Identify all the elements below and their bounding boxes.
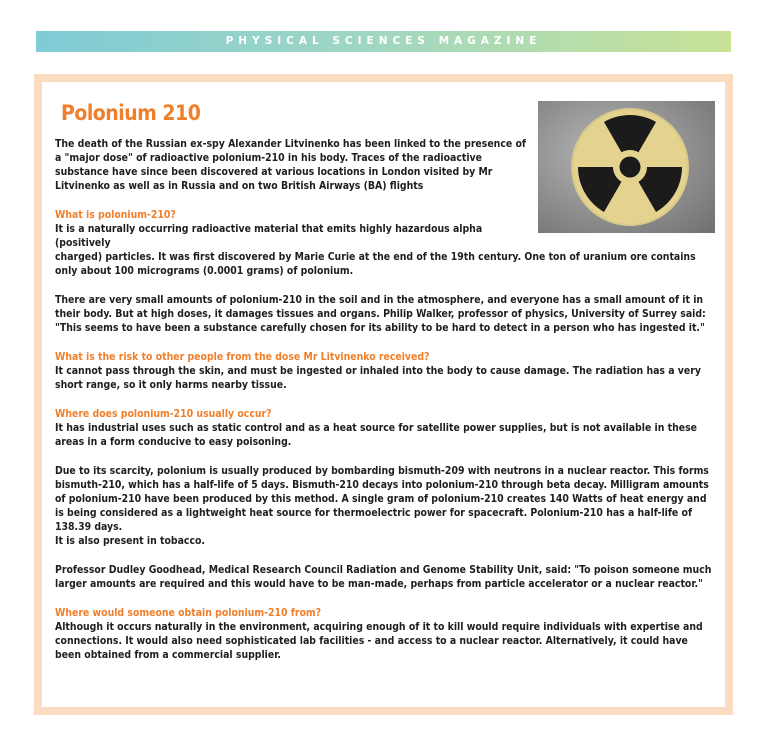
paragraph: It cannot pass through the skin, and must be ingested or inhaled into the body to cause damage. The radiation has a very short range, so it only harms nearby tissue. (55, 365, 701, 391)
paragraph: It is also present in tobacco. (55, 535, 205, 547)
section-heading: Where would someone obtain polonium-210 from? (55, 607, 322, 619)
paragraph: There are very small amounts of polonium-210 in the soil and in the atmosphere, and everyone has a small amount of it in their body. But at high doses, it damages tissues and organs. Philip Walker, professor of physics, University of Surrey said: "This seems to have been a substance carefully chosen for its ability to be hard to detect in a person who has ingested it." (55, 294, 706, 334)
section-heading: What is polonium-210? (55, 209, 176, 221)
article-title: Polonium 210 (61, 101, 201, 125)
article-content (55, 137, 715, 662)
spacer (55, 278, 715, 293)
paragraph: It has industrial uses such as static control and as a heat source for satellite power supplies, but is not available in these areas in a form conducive to easy poisoning. (55, 422, 698, 448)
magazine-banner: PHYSICAL SCIENCES MAGAZINE (36, 31, 731, 52)
spacer (55, 548, 715, 563)
paragraph: charged) particles. It was first discovered by Marie Curie at the end of the 19th century. One ton of uranium ore contains only about 100 micrograms (0.0001 grams) of polonium. (55, 251, 696, 277)
spacer (55, 449, 715, 464)
section-lead: It is a naturally occurring radioactive material that emits highly hazardous alpha (positively (55, 223, 483, 249)
spacer (55, 335, 715, 350)
section-heading: Where does polonium-210 usually occur? (55, 408, 272, 420)
paragraph: Due to its scarcity, polonium is usually produced by bombarding bismuth-209 with neutrons in a nuclear reactor. This forms bismuth-210, which has a half-life of 5 days. Bismuth-210 decays into polonium-210 through beta decay. Milligram amounts of polonium-210 have been produced by this method. A single gram of polonium-210 creates 140 Watts of heat energy and is being considered as a lightweight heat source for thermoelectric power for spacecraft. Polonium-210 has a half-life of 138.39 days. (55, 465, 709, 533)
paragraph: Although it occurs naturally in the environment, acquiring enough of it to kill would require individuals with expertise and connections. It would also need sophisticated lab facilities - and access to a nuclear reactor. Alternatively, it could have been obtained from a commercial supplier. (55, 621, 703, 661)
spacer (55, 591, 715, 606)
section-heading: What is the risk to other people from the dose Mr Litvinenko received? (55, 351, 430, 363)
paragraph: Professor Dudley Goodhead, Medical Research Council Radiation and Genome Stability Unit, said: "To poison someone much larger amounts are required and this would have to be man-made, perhaps from particle accelerator or a nuclear reactor." (55, 564, 712, 590)
spacer (55, 193, 715, 208)
intro-paragraph: The death of the Russian ex-spy Alexander Litvinenko has been linked to the presence of a "major dose" of radioactive polonium-210 in his body. Traces of the radioactive substance have since been discovered at various locations in London visited by Mr Litvinenko as well as in Russia and on two British Airways (BA) flights (55, 138, 526, 192)
spacer (55, 392, 715, 407)
